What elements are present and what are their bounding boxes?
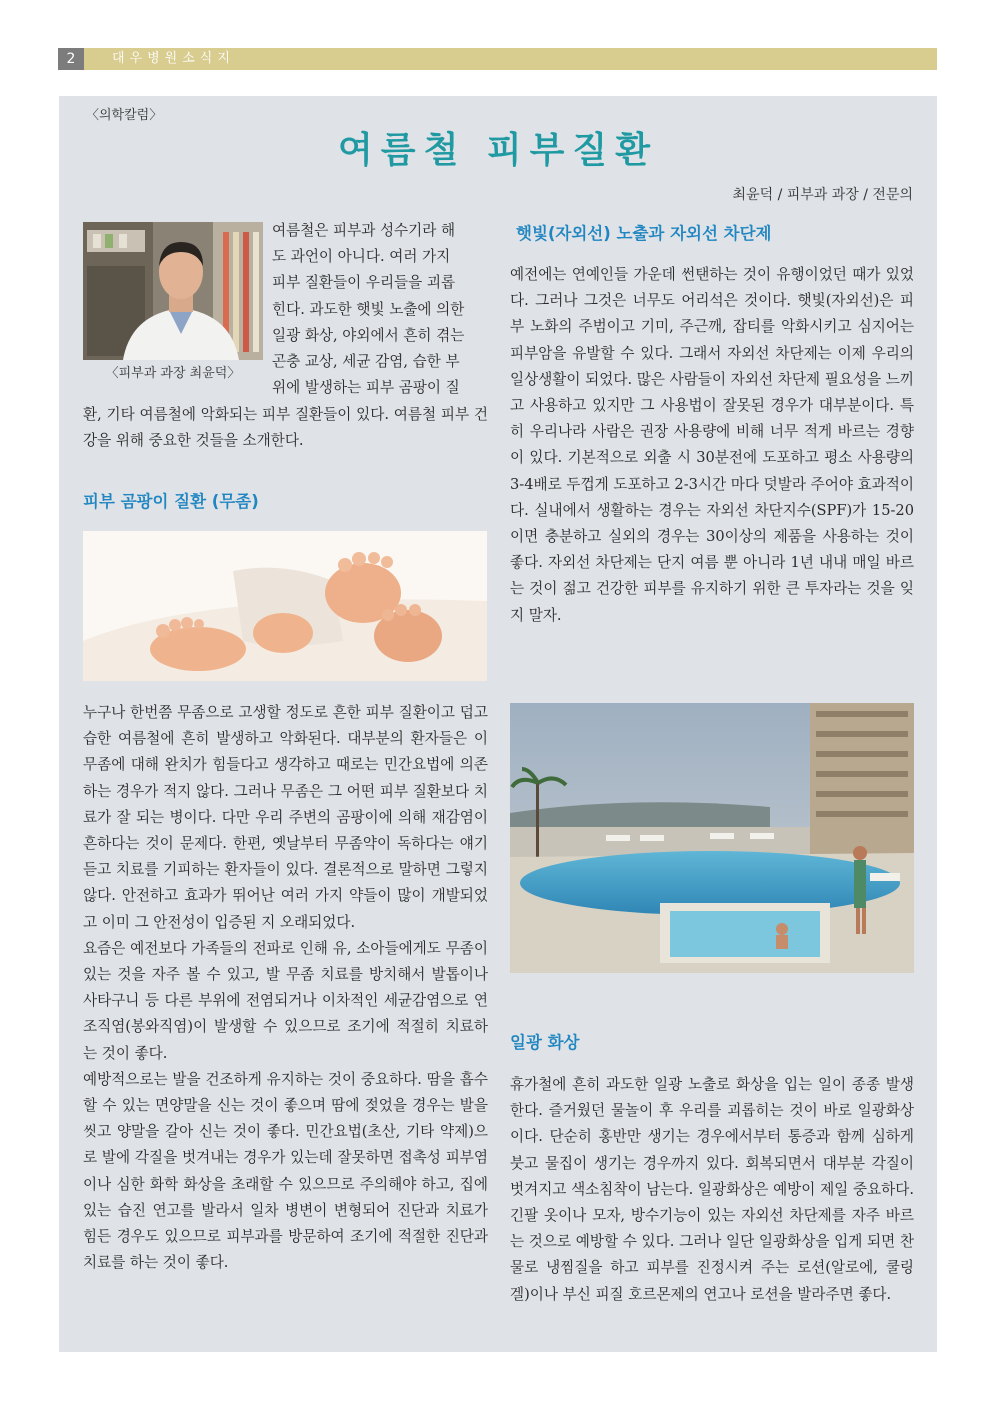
section-uv-body: 예전에는 연예인들 가운데 썬탠하는 것이 유행이었던 때가 있었다. 그러나 그것은 너무도 어리석은 것이다. 햇빛(자외선)은 피부 노화의 주범이고 기미, 주근깨, 잡티를 악화시키고 심지어는 피부암을 유발할 수 있다. 그래서 자외선 차단제는 이제 우리의 일상생활이 되었다. 많은 사람들이 자외선 차단제 필요성을 느끼고 사용하고 있지만 그 사용법이 잘못된 경우가 대부분이다. 특히 우리나라 사람은 권장 사용량에 비해 너무 적게 바르는 경향이 있다. 기본적으로 외출 시 30분전에 도포하고 평소 사용량의 3-4배로 두껍게 도포하고 2-3시간 마다 덧발라 주어야 효과적이다. 실내에서 생활하는 경우는 자외선 차단지수(SPF)가 15-20이면 충분하고 실외의 경우는 30이상의 제품을 사용하는 것이 좋다. 자외선 차단제는 단지 여름 뿐 아니라 1년 내내 매일 바르는 것이 젊고 건강한 피부를 유지하기 위한 큰 투자라는 것을 잊지 말자. [510,266,914,624]
pool-photo [510,703,914,973]
page-number: 2 [58,48,84,70]
intro-line: 곤충 교상, 세균 감염, 습한 부 [272,353,460,371]
header-bar [58,48,937,70]
section-heading-sunburn: 일광 화상 [510,1033,580,1052]
intro-line: 도 과언이 아니다. 여러 가지 [272,248,451,266]
section-heading-fungal: 피부 곰팡이 질환 (무좀) [83,492,259,511]
section-fungal-body [83,700,488,1276]
magazine-title: 대우병원소식지 [112,51,235,66]
article-title: 여름철 피부질환 [338,130,658,171]
intro-line: 일광 화상, 야외에서 흔히 겪는 [272,326,465,344]
section-heading-uv: 햇빛(자외선) 노출과 자외선 차단제 [516,224,772,243]
intro-line: 위에 발생하는 피부 곰팡이 질 [272,379,460,397]
intro-text: 환, 기타 여름철에 악화되는 피부 질환들이 있다. 여름철 피부 건강을 위해 중요한 것들을 소개한다. [83,406,488,450]
intro-wrapped-text [272,218,488,401]
intro-line: 힌다. 과도한 햇빛 노출에 의한 [272,300,465,318]
intro-line: 여름철은 피부과 성수기라 해 [272,222,456,239]
byline: 최윤덕 / 피부과 과장 / 전문의 [732,187,913,203]
intro-line: 피부 질환들이 우리들을 괴롭 [272,274,456,292]
doctor-portrait-photo [83,222,263,360]
portrait-caption: 〈피부과 과장 최윤덕〉 [105,366,241,381]
column-kicker: 〈의학칼럼〉 [86,108,163,123]
paragraph: 요즘은 예전보다 가족들의 전파로 인해 유, 소아들에게도 무좀이 있는 것을 자주 볼 수 있고, 발 무좀 치료를 방치해서 발톱이나 사타구니 등 다른 부위에 전염되거나 이차적인 세균감염으로 연조직염(봉와직염)이 발생할 수 있으므로 조기에 적절히 치료하는 것이 좋다. [83,939,488,1062]
paragraph: 누구나 한번쯤 무좀으로 고생할 정도로 흔한 피부 질환이고 덥고 습한 여름철에 흔히 발생하고 악화된다. 대부분의 환자들은 이 무좀에 대해 완치가 힘들다고 생각하고 때로는 민간요법에 의존하는 경우가 적지 않다. 그러나 무좀은 그 어떤 피부 질환보다 치료가 잘 되는 병이다. 다만 우리 주변의 곰팡이에 의해 재감염이 흔하다는 것이 문제다. 한편, 옛날부터 무좀약이 독하다는 얘기 듣고 치료를 기피하는 환자들이 있다. 결론적으로 말하면 그렇지 않다. 안전하고 효과가 뛰어난 여러 가지 약들이 많이 개발되었고 이미 그 안전성이 입증된 지 오래되었다. [83,704,488,931]
paragraph: 예방적으로는 발을 건조하게 유지하는 것이 중요하다. 땀을 흡수할 수 있는 면양말을 신는 것이 좋으며 땀에 젖었을 경우는 발을 씻고 양말을 갈아 신는 것이 좋다. 민간요법(초산, 기타 약제)으로 발에 각질을 벗겨내는 경우가 있는데 잘못하면 접촉성 피부염이나 심한 화학 화상을 초래할 수 있으므로 주의해야 하고, 집에 있는 습진 연고를 발라서 일차 병변이 변형되어 진단과 치료가 힘든 경우도 있으므로 피부과를 방문하여 조기에 적절한 진단과 치료를 하는 것이 좋다. [83,1070,488,1272]
article-panel [59,96,937,1352]
section-sunburn-body: 휴가철에 흔히 과도한 일광 노출로 화상을 입는 일이 종종 발생한다. 즐거웠던 물놀이 후 우리를 괴롭히는 것이 바로 일광화상이다. 단순히 홍반만 생기는 경우에서부터 통증과 함께 심하게 붓고 물집이 생기는 경우까지 있다. 회복되면서 대부분 각질이 벗겨지고 색소침착이 남는다. 일광화상은 예방이 제일 중요하다. 긴팔 옷이나 모자, 방수기능이 있는 자외선 차단제를 자주 바르는 것으로 예방할 수 있다. 그러나 일단 일광화상을 입게 되면 찬물로 냉찜질을 하고 피부를 진정시켜 주는 로션(알로에, 쿨링 겔)이나 부신 피질 호르몬제의 연고나 로션을 발라주면 좋다. [510,1076,914,1303]
feet-photo [83,531,487,681]
